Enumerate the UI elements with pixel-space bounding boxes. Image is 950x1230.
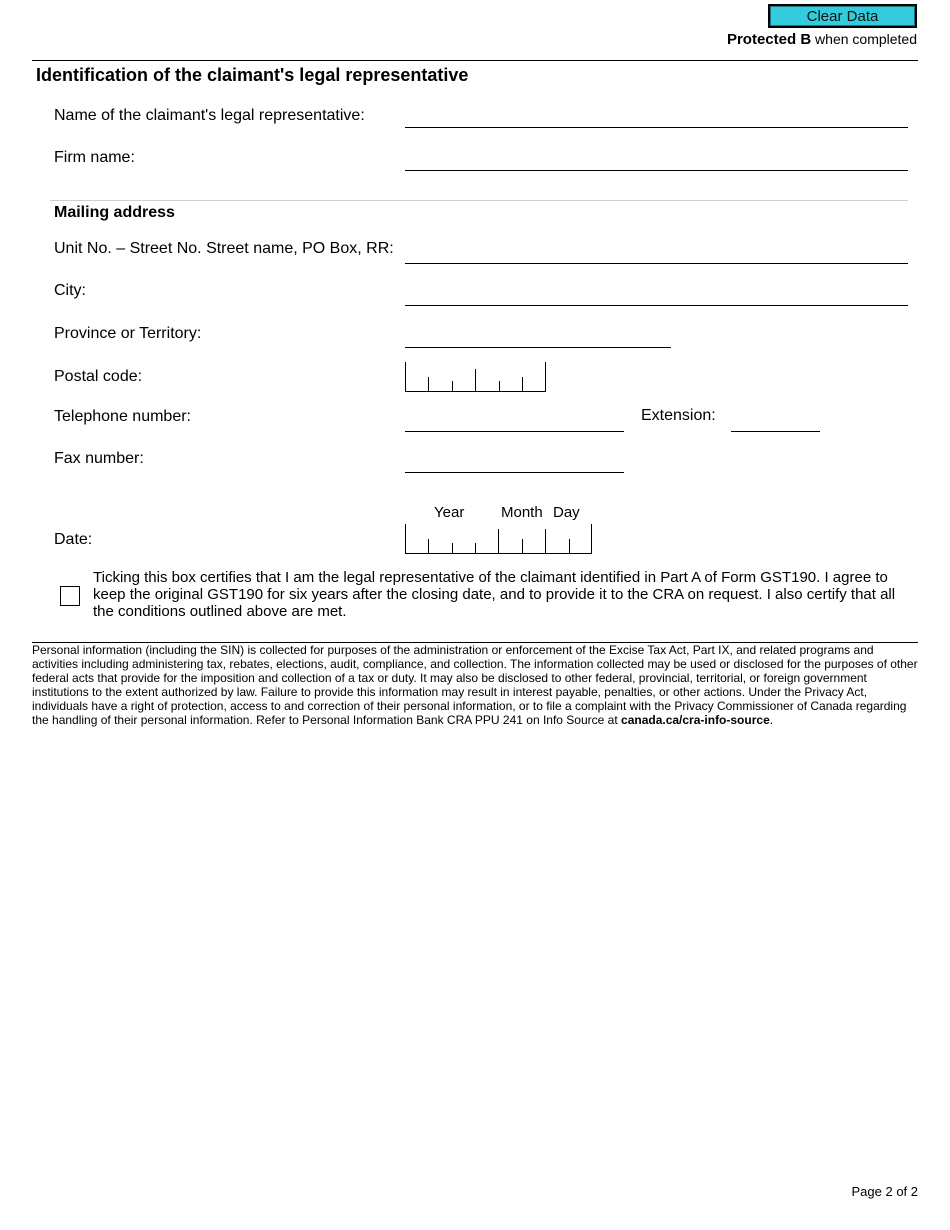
rep-name-field[interactable] (405, 127, 908, 128)
street-label: Unit No. – Street No. Street name, PO Box, RR: (54, 240, 394, 257)
privacy-notice (32, 643, 918, 727)
date-field[interactable] (405, 524, 592, 554)
protected-b-notice (727, 31, 917, 48)
city-field[interactable] (405, 305, 908, 306)
city-label: City: (54, 282, 86, 299)
date-tick (475, 543, 476, 553)
page-number: Page 2 of 2 (851, 1184, 918, 1199)
info-source-link[interactable]: canada.ca/cra-info-source (621, 713, 770, 727)
street-field[interactable] (405, 263, 908, 264)
date-month-header: Month (501, 504, 543, 521)
postal-tick (522, 377, 523, 391)
postal-tick (499, 381, 500, 391)
date-tick (498, 529, 499, 553)
postal-tick (452, 381, 453, 391)
date-tick (428, 539, 429, 553)
date-tick (569, 539, 570, 553)
province-field[interactable] (405, 347, 671, 348)
province-label: Province or Territory: (54, 325, 202, 342)
firm-name-field[interactable] (405, 170, 908, 171)
extension-label: Extension: (641, 407, 716, 424)
privacy-end: . (769, 713, 774, 727)
date-tick (545, 529, 546, 553)
protected-b-label: Protected B (726, 31, 812, 48)
date-label: Date: (54, 531, 93, 548)
section-title: Identification of the claimant's legal representative (36, 65, 469, 85)
fax-label: Fax number: (54, 450, 144, 467)
date-tick (522, 539, 523, 553)
certification-text: Ticking this box certifies that I am the legal representative of the claimant identified in Part A of Form GST190. I agree to keep the original GST190 for six years after the closing date, and to provide it to the CRA on request. I also certify that all the conditions outlined above are met. (93, 569, 896, 620)
protected-b-suffix: when completed (811, 31, 917, 47)
postal-tick (428, 377, 429, 391)
postal-code-field[interactable] (405, 362, 546, 392)
firm-name-label: Firm name: (54, 149, 135, 166)
privacy-text: Personal information (including the SIN) is collected for purposes of the administration or enforcement of the Excise Tax Act, Part IX, and related programs and activities including administering tax, rebates, elections, audit, compliance, and collection. The information collected may be used or disclosed for the purposes of other federal acts that provide for the imposition and collection of a tax or duty. It may also be disclosed to other federal, provincial, territorial, or foreign government institutions to the extent authorized by law. Failure to provide this information may result in interest payable, penalties, or other actions. Under the Privacy Act, individuals have a right of protection, access to and correction of their personal information, or to file a complaint with the Privacy Commissioner of Canada regarding the handling of their personal information. Refer to Personal Information Bank CRA PPU 241 on Info Source at (32, 643, 918, 727)
date-tick (452, 543, 453, 553)
date-year-header: Year (434, 504, 465, 521)
fax-field[interactable] (405, 472, 624, 473)
top-divider (32, 60, 918, 61)
telephone-field[interactable] (405, 431, 624, 432)
certification-checkbox[interactable] (60, 586, 80, 606)
extension-field[interactable] (731, 431, 820, 432)
rep-name-label: Name of the claimant's legal representative: (54, 107, 365, 124)
telephone-label: Telephone number: (54, 408, 191, 425)
postal-tick (475, 369, 476, 391)
clear-data-button[interactable]: Clear Data (768, 4, 917, 28)
date-day-header: Day (553, 504, 580, 521)
mailing-divider (50, 200, 908, 201)
postal-code-label: Postal code: (54, 368, 143, 385)
mailing-address-title: Mailing address (54, 204, 175, 221)
